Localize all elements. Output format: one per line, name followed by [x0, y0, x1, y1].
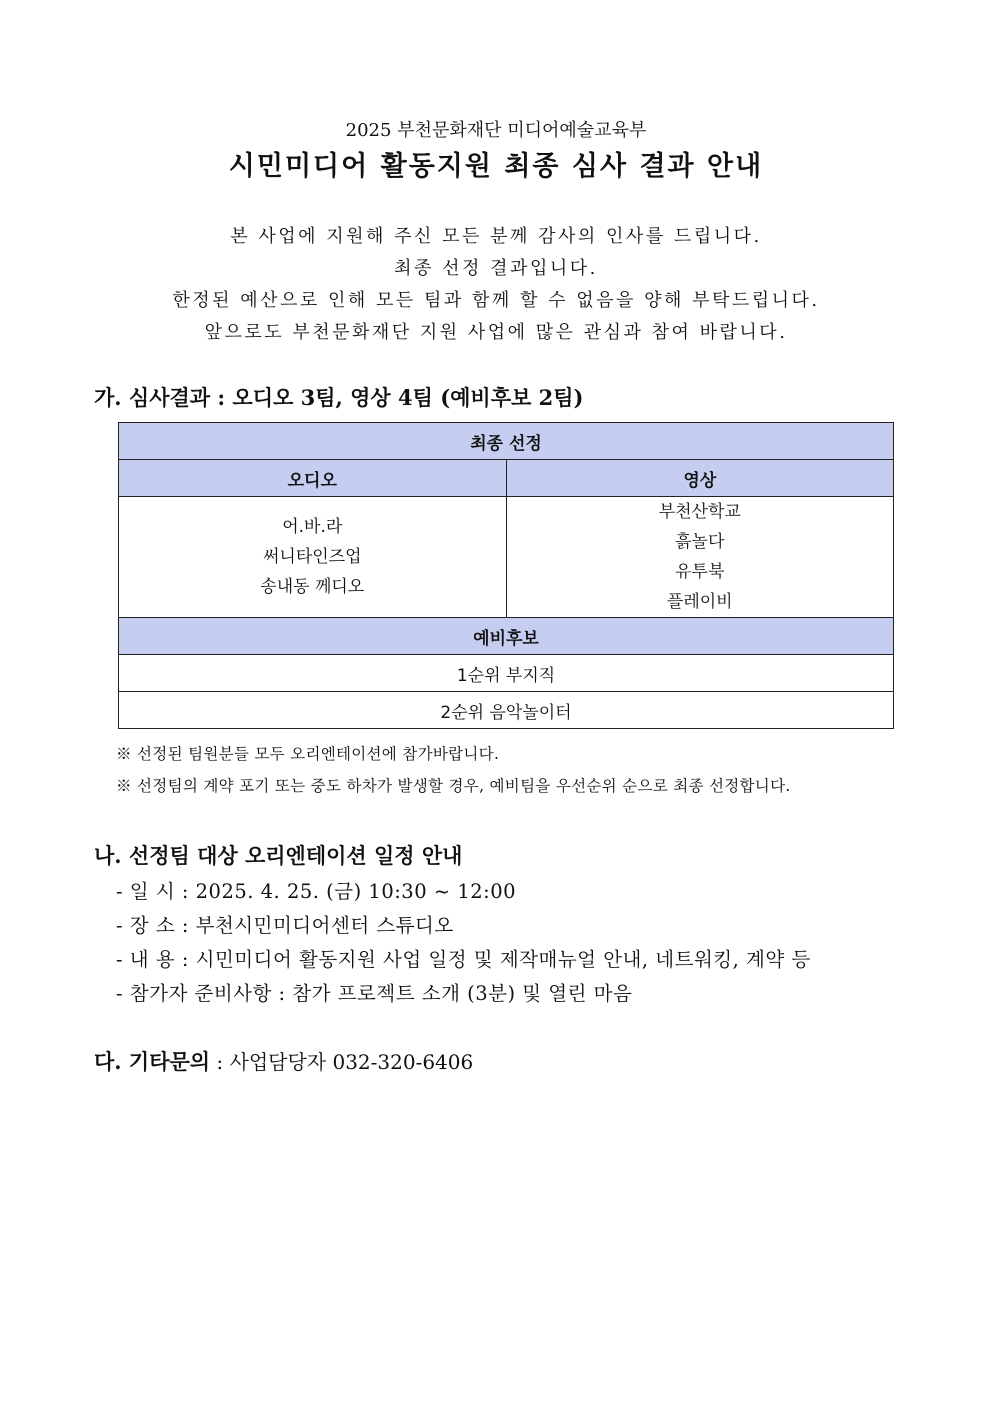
video-teams-cell [506, 497, 894, 618]
schedule-item: - 내 용 : 시민미디어 활동지원 사업 일정 및 제작매뉴얼 안내, 네트워킹, 계약 등 [116, 948, 811, 971]
team-name: 플레이비 [666, 592, 733, 612]
section-c [94, 1046, 473, 1076]
team-name: 흙놀다 [675, 532, 725, 552]
section-b-title: 나. 선정팀 대상 오리엔테이션 일정 안내 [94, 843, 463, 868]
schedule-item: - 참가자 준비사항 : 참가 프로젝트 소개 (3분) 및 열린 마음 [116, 982, 633, 1005]
final-selection-header: 최종 선정 [119, 423, 894, 460]
note-line: ※ 선정팀의 계약 포기 또는 중도 하차가 발생할 경우, 예비팀을 우선순위 순으로 최종 선정합니다. [116, 777, 791, 795]
result-table [118, 422, 894, 729]
intro-line: 최종 선정 결과입니다. [394, 258, 598, 279]
team-name: 부천산학교 [658, 502, 741, 522]
schedule-item: - 장 소 : 부천시민미디어센터 스튜디오 [116, 914, 454, 937]
audio-column-header: 오디오 [119, 460, 507, 497]
reserve-row: 2순위 음악놀이터 [119, 692, 894, 729]
note-line: ※ 선정된 팀원분들 모두 오리엔테이션에 참가바랍니다. [116, 745, 500, 763]
audio-teams-cell [119, 497, 507, 618]
video-column-header: 영상 [506, 460, 894, 497]
schedule-item: - 일 시 : 2025. 4. 25. (금) 10:30 ~ 12:00 [116, 880, 517, 903]
team-name: 유투북 [675, 562, 725, 582]
team-name: 송내동 께디오 [260, 577, 365, 597]
intro-line: 본 사업에 지원해 주신 모든 분께 감사의 인사를 드립니다. [230, 226, 762, 247]
intro-line: 앞으로도 부천문화재단 지원 사업에 많은 관심과 참여 바랍니다. [204, 322, 788, 343]
contact-info: : 사업담당자 032-320-6406 [210, 1050, 474, 1074]
section-a-title: 가. 심사결과 : 오디오 3팀, 영상 4팀 (예비후보 2팀) [94, 385, 584, 410]
intro-line: 한정된 예산으로 인해 모든 팀과 함께 할 수 없음을 양해 부탁드립니다. [172, 290, 820, 311]
team-name: 어.바.라 [282, 517, 343, 537]
section-c-title: 다. 기타문의 [94, 1049, 211, 1074]
reserve-row: 1순위 부지직 [119, 655, 894, 692]
team-name: 써니타인즈업 [262, 547, 362, 567]
document-title: 시민미디어 활동지원 최종 심사 결과 안내 [228, 151, 764, 182]
reserve-header: 예비후보 [119, 618, 894, 655]
document-subtitle: 2025 부천문화재단 미디어예술교육부 [345, 120, 647, 141]
